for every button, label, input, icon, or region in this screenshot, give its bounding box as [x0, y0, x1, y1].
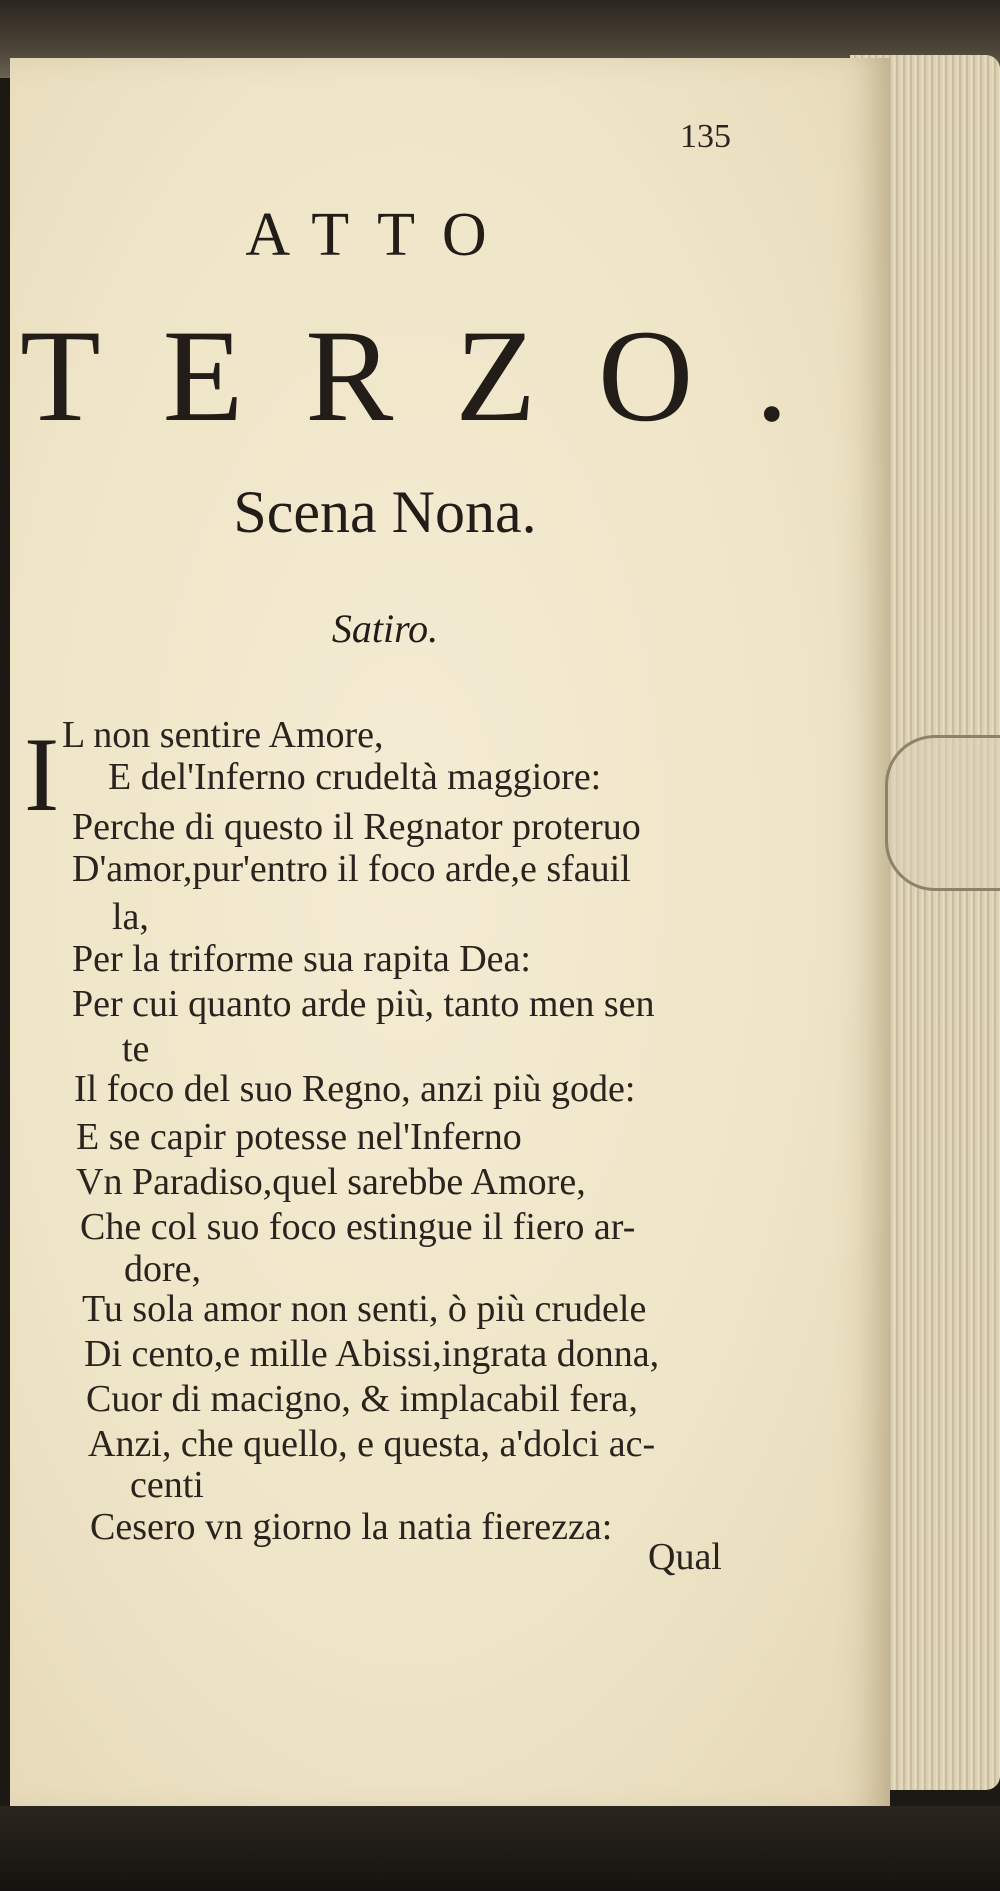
verse-line: Cesero vn giorno la natia fierezza: [90, 1506, 613, 1548]
verse-line: Cuor di macigno, & implacabil fera, [86, 1378, 638, 1420]
verse-line: centi [130, 1464, 204, 1506]
drop-cap: I [24, 716, 60, 833]
verse-line: dore, [124, 1248, 202, 1290]
verse-line: D'amor,pur'entro il foco arde,e sfauil [72, 848, 631, 890]
catchword: Qual [648, 1536, 722, 1578]
verse-line: Per cui quanto arde più, tanto men sen [72, 983, 655, 1025]
verse-line: Vn Paradiso,quel sarebbe Amore, [76, 1161, 586, 1203]
speaker-name: Satiro. [331, 606, 439, 651]
verse-line: la, [112, 896, 149, 938]
verse-line: Tu sola amor non senti, ò più crudele [82, 1288, 647, 1330]
verse-line: E del'Inferno crudeltà maggiore: [108, 756, 602, 798]
verse-line: te [122, 1028, 150, 1070]
act-number-heading: TERZO. [20, 302, 851, 449]
verse-line: Che col suo foco estingue il fiero ar- [80, 1206, 636, 1248]
act-heading: ATTO [245, 201, 515, 269]
verse-line: Anzi, che quello, e questa, a'dolci ac- [88, 1423, 656, 1465]
verse-line: E se capir potesse nel'Inferno [76, 1116, 522, 1158]
verse-line: Il foco del suo Regno, anzi più gode: [74, 1068, 636, 1110]
verse-line: Di cento,e mille Abissi,ingrata donna, [84, 1333, 660, 1375]
verse-line: Per la triforme sua rapita Dea: [72, 938, 531, 980]
verse-line: Perche di questo il Regnator proteruo [72, 806, 641, 848]
verse-line: L non sentire Amore, [62, 714, 384, 756]
scene-heading: Scena Nona. [233, 479, 537, 545]
page-number: 135 [680, 118, 731, 155]
